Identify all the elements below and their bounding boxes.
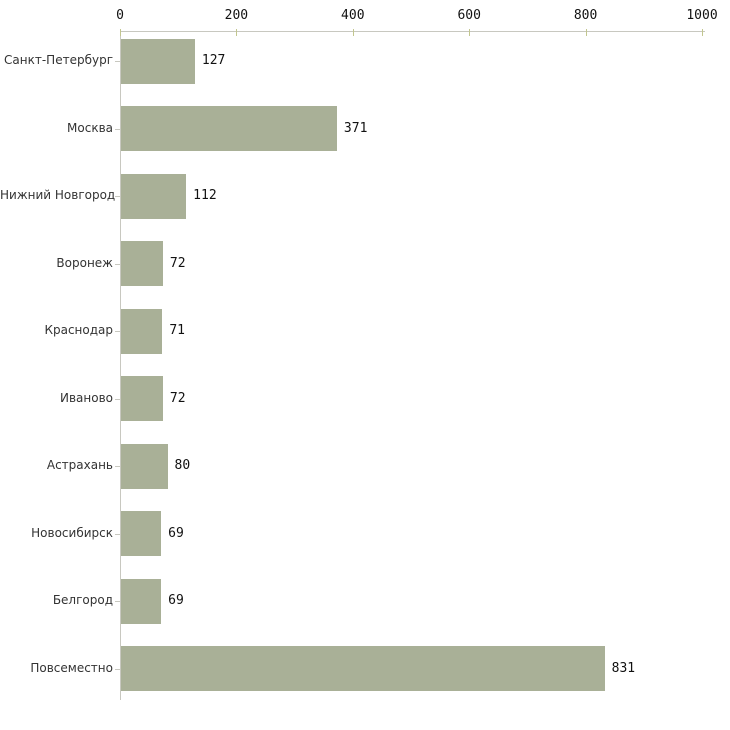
value-label: 69 xyxy=(168,525,184,541)
value-label: 371 xyxy=(343,120,368,136)
bar-9 xyxy=(121,579,161,624)
category-tick-mark xyxy=(115,129,120,130)
x-tick-mark xyxy=(236,29,237,36)
category-tick-mark xyxy=(115,61,120,62)
category-label: Новосибирск xyxy=(31,525,113,540)
x-axis-line xyxy=(120,31,705,32)
category-tick-mark xyxy=(115,399,120,400)
category-label: Нижний Новгород xyxy=(0,188,116,202)
value-label: 69 xyxy=(168,593,184,608)
category-label: Санкт-Петербург xyxy=(4,53,113,67)
category-tick-mark xyxy=(115,534,120,535)
category-tick-mark xyxy=(115,601,120,602)
x-tick-mark xyxy=(120,29,121,36)
category-label: Иваново xyxy=(59,390,113,405)
bar-4 xyxy=(121,241,163,286)
bar-3 xyxy=(121,174,186,219)
category-label: Краснодар xyxy=(44,323,113,337)
bar-5 xyxy=(121,309,162,354)
bar-2 xyxy=(121,106,337,151)
x-tick-label: 1000 xyxy=(686,8,718,23)
x-tick-label: 800 xyxy=(573,8,598,23)
x-tick-mark xyxy=(353,29,354,36)
value-label: 127 xyxy=(201,53,226,68)
bar-6 xyxy=(121,376,163,421)
value-label: 72 xyxy=(169,255,186,271)
x-tick-mark xyxy=(469,29,470,36)
category-label: Москва xyxy=(67,120,113,135)
category-tick-mark xyxy=(115,264,120,265)
category-tick-mark xyxy=(115,466,120,467)
x-tick-mark xyxy=(586,29,587,36)
value-label: 71 xyxy=(169,323,185,338)
bar-1 xyxy=(121,39,195,84)
category-label: Астрахань xyxy=(46,458,113,472)
category-label: Повсеместно xyxy=(30,660,113,675)
value-label: 112 xyxy=(193,188,217,203)
value-label: 80 xyxy=(174,458,191,473)
x-tick-label: 200 xyxy=(224,8,249,23)
category-tick-mark xyxy=(115,331,120,332)
bar-7 xyxy=(121,444,168,489)
category-label: Белгород xyxy=(52,593,113,607)
x-tick-label: 600 xyxy=(457,8,481,23)
x-tick-mark xyxy=(702,29,703,36)
bar-8 xyxy=(121,511,161,556)
bar-10 xyxy=(121,646,605,691)
x-tick-label: 0 xyxy=(116,8,124,23)
x-tick-label: 400 xyxy=(341,8,365,23)
category-label: Воронеж xyxy=(56,255,113,270)
value-label: 72 xyxy=(169,390,186,406)
value-label: 831 xyxy=(611,660,636,676)
category-tick-mark xyxy=(115,196,120,197)
category-tick-mark xyxy=(115,669,120,670)
